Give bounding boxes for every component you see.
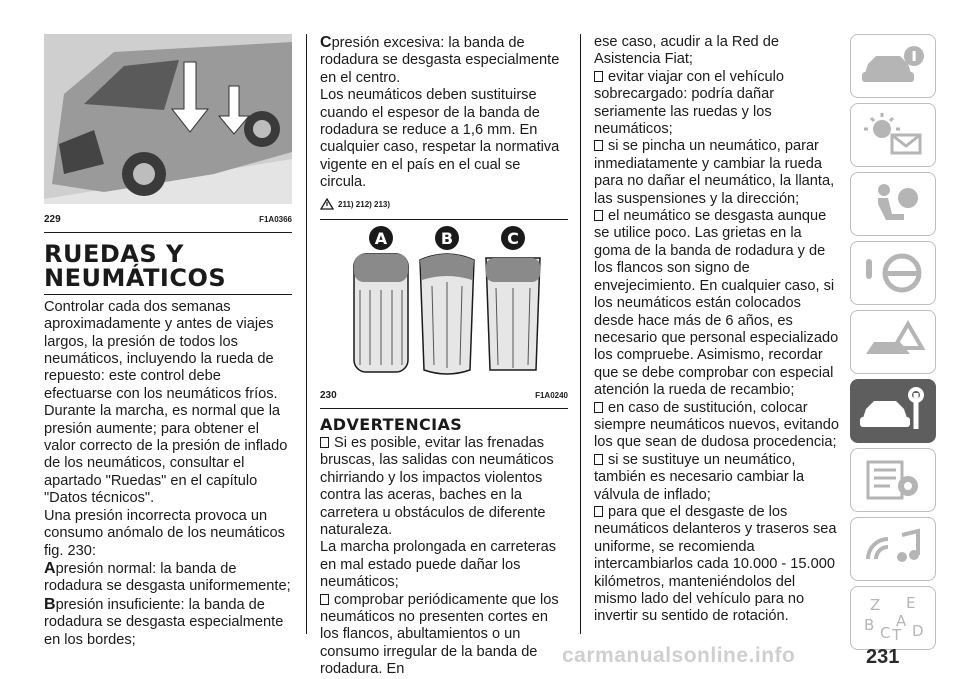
- bullet-item: [320, 592, 568, 679]
- tyre-c: [486, 258, 540, 370]
- item-letter: C: [320, 34, 332, 51]
- tab-dashboard[interactable]: [850, 34, 936, 98]
- figure-number: 229: [44, 214, 61, 226]
- bullet-text: evitar viajar con el vehículo sobrecargado: podría dañar seriamente las ruedas y los neumáticos;: [594, 68, 785, 138]
- car-info-icon: [858, 42, 928, 90]
- tab-emergency[interactable]: [850, 310, 936, 374]
- chapter-sidebar: [850, 34, 936, 655]
- item-text: presión normal: la banda de rodadura se desgasta uniformemente;: [44, 560, 291, 595]
- item-text: presión insuficiente: la banda de rodadura se desgasta especialmente en los bordes;: [44, 596, 284, 648]
- steering-wheel-icon: [858, 249, 928, 297]
- tab-safety[interactable]: [850, 172, 936, 236]
- emergency-triangle-icon: [858, 318, 928, 366]
- bullet-item: [594, 400, 842, 452]
- tyre-a: [354, 254, 408, 372]
- item-c: [320, 34, 568, 87]
- item-a: [44, 560, 292, 596]
- figure-caption: [44, 209, 292, 232]
- warning-references: [320, 196, 568, 213]
- bullet-text: Si es posible, evitar las frenadas bruscas, las salidas con neumáticos chirriando y los impactos violentos contra las aceras, baches en la carretera u obstáculos de diferente naturaleza.: [320, 434, 554, 538]
- checkbox-bullet-icon: [320, 594, 329, 605]
- bullet-item: [320, 435, 568, 539]
- item-letter: A: [44, 559, 56, 577]
- multimedia-icon: [858, 525, 928, 573]
- svg-text:T: T: [892, 626, 902, 642]
- svg-text:B: B: [864, 616, 875, 634]
- checkbox-bullet-icon: [594, 506, 603, 517]
- light-message-icon: [858, 111, 928, 159]
- figure-229: [44, 34, 292, 233]
- svg-text:C: C: [880, 624, 891, 642]
- bullet-text: en caso de sustitución, colocar siempre neumáticos nuevos, evitando los que sean de dudosa procedencia;: [594, 399, 839, 451]
- bullet-text: si se pincha un neumático, parar inmediatamente y cambiar la rueda para no dañar el neumático, la llanta, las suspensiones y la dirección;: [594, 138, 835, 207]
- item-letter: B: [44, 595, 56, 613]
- column-divider: [580, 34, 581, 634]
- paragraph: Una presión incorrecta provoca un consumo anómalo de los neumáticos fig. 230:: [44, 507, 285, 559]
- paragraph: ese caso, acudir a la Red de Asistencia Fiat;: [594, 34, 779, 68]
- tyre-label-c: C: [507, 229, 519, 249]
- alphabetical-index-icon: [858, 594, 928, 642]
- column-1: [44, 34, 292, 649]
- watermark: carmanualsonline.info: [562, 644, 796, 667]
- bullet-text: comprobar periódicamente que los neumáticos no presenten cortes en los flancos, abultamientos o un consumo irregular de la banda de rodadura. En: [320, 591, 559, 678]
- paragraph: Controlar cada dos semanas aproximadamente y antes de viajes largos, la presión de todos los neumáticos, incluyendo la rueda de repuesto: este control debe efectuarse con los neumáticos fríos.: [44, 298, 278, 402]
- figure-number: 230: [320, 390, 337, 402]
- svg-text:E: E: [906, 594, 916, 612]
- item-b: [44, 596, 292, 649]
- figure-caption: [320, 385, 568, 408]
- warning-triangle-icon: [320, 198, 334, 210]
- bullet-text: el neumático se desgasta aunque se utilice poco. Las grietas en la goma de la banda de rodadura y de los flancos son signo de envejecimiento. En cualquier caso, si los neumáticos están colocados desde hace más de 6 años, es necesario que personal especializado los compruebe. Asimismo, recordar que se debe comprobar con especial atención la rueda de recambio;: [594, 208, 839, 399]
- reference-numbers: 211) 212) 213): [338, 199, 391, 209]
- tab-index[interactable]: [850, 586, 936, 650]
- warnings-heading: ADVERTENCIAS: [320, 414, 463, 434]
- column-2: [320, 34, 568, 679]
- bullet-item: [594, 208, 842, 399]
- figure-code: F1A0240: [535, 391, 568, 401]
- svg-text:Z: Z: [870, 596, 881, 614]
- tab-warning-lights[interactable]: [850, 103, 936, 167]
- airbag-seat-icon: [858, 180, 928, 228]
- svg-text:D: D: [912, 622, 924, 640]
- tab-maintenance[interactable]: [850, 379, 936, 443]
- datasheet-gear-icon: [858, 456, 928, 504]
- tyre-label-b: B: [440, 229, 454, 249]
- column-divider: [306, 34, 307, 634]
- item-text: presión excesiva: la banda de rodadura se desgasta especialmente en el centro.: [320, 35, 560, 86]
- checkbox-bullet-icon: [594, 140, 603, 151]
- bullet-item: [594, 504, 842, 626]
- svg-text:A: A: [896, 612, 907, 630]
- figure-code: F1A0366: [259, 215, 292, 225]
- tab-starting-driving[interactable]: [850, 241, 936, 305]
- checkbox-bullet-icon: [594, 210, 603, 221]
- figure-230: [320, 219, 568, 409]
- checkbox-bullet-icon: [594, 71, 603, 82]
- tyre-label-a: A: [374, 229, 388, 249]
- tab-technical-data[interactable]: [850, 448, 936, 512]
- tab-multimedia[interactable]: [850, 517, 936, 581]
- bullet-text: para que el desgaste de los neumáticos delanteros y traseros sea uniforme, se recomienda intercambiarlos cada 10.000 - 15.000 kilómetros, manteniéndolos del mismo lado del vehículo para no invertir su sentido de rotación.: [594, 503, 837, 625]
- checkbox-bullet-icon: [594, 454, 603, 465]
- checkbox-bullet-icon: [320, 437, 329, 448]
- tyre-wear-diagram: [320, 220, 568, 380]
- column-3: [594, 34, 842, 626]
- van-illustration: [44, 34, 292, 204]
- bullet-text: si se sustituye un neumático, también es necesario cambiar la válvula de inflado;: [594, 451, 805, 503]
- bullet-item: [594, 452, 842, 504]
- bullet-item: [594, 69, 842, 139]
- page-number: 231: [866, 646, 900, 668]
- car-wrench-icon: [858, 387, 928, 435]
- checkbox-bullet-icon: [594, 402, 603, 413]
- bullet-item: [594, 138, 842, 208]
- paragraph: Durante la marcha, es normal que la presión aumente; para obtener el valor correcto de la presión de inflado de los neumáticos, consultar el apartado "Ruedas" en el capítulo "Datos técnicos".: [44, 403, 288, 507]
- paragraph: Los neumáticos deben sustituirse cuando el espesor de la banda de rodadura se reduce a 1,6 mm. En cualquier caso, respetar la normativa vigente en el país en el cual se circula.: [320, 87, 560, 191]
- paragraph: La marcha prolongada en carreteras en mal estado puede dañar los neumáticos;: [320, 539, 557, 591]
- tyre-b: [420, 254, 474, 374]
- section-heading: RUEDAS Y NEUMÁTICOS: [44, 242, 292, 295]
